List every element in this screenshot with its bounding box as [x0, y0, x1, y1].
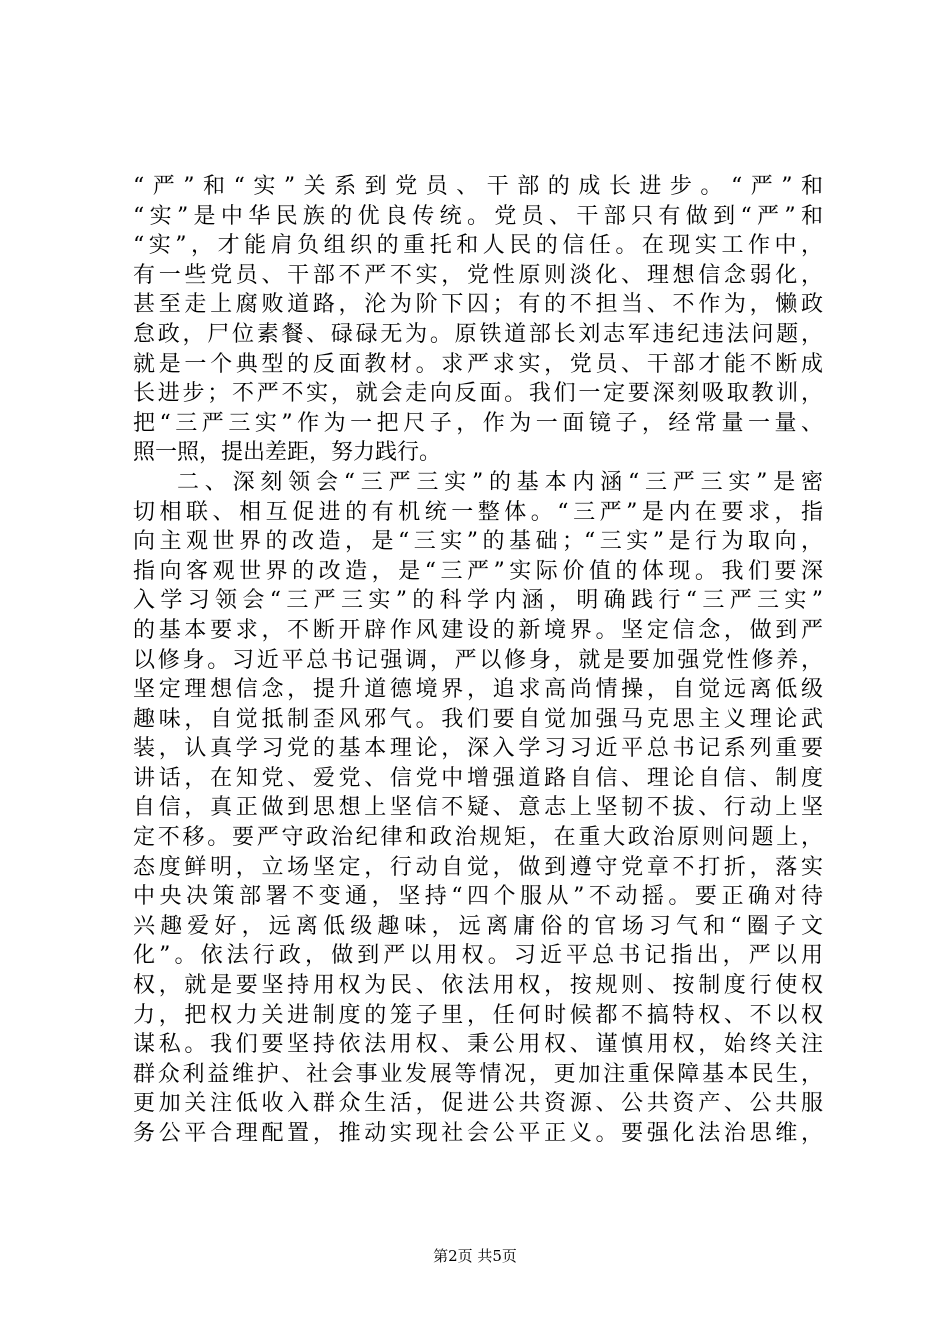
text-line: 切相联、相互促进的有机统一整体。“三严”是内在要求，指 [133, 499, 823, 525]
text-line: 有一些党员、干部不严不实，党性原则淡化、理想信念弱化， [133, 262, 823, 288]
text-line: 怠政，尸位素餐、碌碌无为。原铁道部长刘志军违纪违法问题， [133, 321, 823, 347]
text-line: 群众利益维护、社会事业发展等情况，更加注重保障基本民生， [133, 1061, 823, 1087]
text-line: 甚至走上腐败道路，沦为阶下囚；有的不担当、不作为，懒政 [133, 292, 823, 318]
text-line: 坚定理想信念，提升道德境界，追求高尚情操，自觉远离低级 [133, 677, 823, 703]
text-line: 以修身。习近平总书记强调，严以修身，就是要加强党性修养， [133, 647, 823, 673]
text-line: 谋私。我们要坚持依法用权、秉公用权、谨慎用权，始终关注 [133, 1032, 823, 1058]
text-line: 就是一个典型的反面教材。求严求实，党员、干部才能不断成 [133, 351, 823, 377]
text-line: 趣味，自觉抵制歪风邪气。我们要自觉加强马克思主义理论武 [133, 706, 823, 732]
text-line: 自信，真正做到思想上坚信不疑、意志上坚韧不拔、行动上坚 [133, 795, 823, 821]
text-line: 向主观世界的改造，是“三实”的基础；“三实”是行为取向， [133, 529, 823, 555]
text-line: 务公平合理配置，推动实现社会公平正义。要强化法治思维， [133, 1121, 823, 1146]
text-line: 把“三严三实”作为一把尺子，作为一面镜子，经常量一量、 [133, 410, 823, 436]
text-line: 中央决策部署不变通，坚持“四个服从”不动摇。要正确对待 [133, 884, 823, 910]
text-line: 定不移。要严守政治纪律和政治规矩，在重大政治原则问题上， [133, 825, 823, 851]
text-line: “实”是中华民族的优良传统。党员、干部只有做到“严”和 [133, 203, 823, 229]
text-line: “实”，才能肩负组织的重托和人民的信任。在现实工作中， [133, 233, 823, 259]
text-line: 兴趣爱好，远离低级趣味，远离庸俗的官场习气和“圈子文 [133, 913, 823, 939]
text-line: 态度鲜明，立场坚定，行动自觉，做到遵守党章不打折，落实 [133, 854, 823, 880]
text-line: 指向客观世界的改造，是“三严”实际价值的体现。我们要深 [133, 558, 823, 584]
page-number-footer: 第2页 共5页 [433, 1247, 517, 1265]
section-heading-line: 二、深刻领会“三严三实”的基本内涵“三严三实”是密 [177, 469, 823, 495]
text-line: 讲话，在知党、爱党、信党中增强道路自信、理论自信、制度 [133, 765, 823, 791]
text-line: 更加关注低收入群众生活，促进公共资源、公共资产、公共服 [133, 1091, 823, 1117]
text-line: “严”和“实”关系到党员、干部的成长进步。“严”和 [133, 174, 823, 199]
body-text [133, 172, 823, 1149]
text-line: 照一照，提出差距，努力践行。 [133, 440, 442, 466]
text-line: 长进步；不严不实，就会走向反面。我们一定要深刻吸取教训， [133, 381, 823, 407]
text-line: 装，认真学习党的基本理论，深入学习习近平总书记系列重要 [133, 736, 823, 762]
text-line: 的基本要求，不断开辟作风建设的新境界。坚定信念，做到严 [133, 617, 823, 643]
text-line: 化”。依法行政，做到严以用权。习近平总书记指出，严以用 [133, 943, 823, 969]
text-line: 力，把权力关进制度的笼子里，任何时候都不搞特权、不以权 [133, 1002, 823, 1028]
text-line: 入学习领会“三严三实”的科学内涵，明确践行“三严三实” [133, 588, 823, 614]
text-line: 权，就是要坚持用权为民、依法用权，按规则、按制度行使权 [133, 973, 823, 999]
